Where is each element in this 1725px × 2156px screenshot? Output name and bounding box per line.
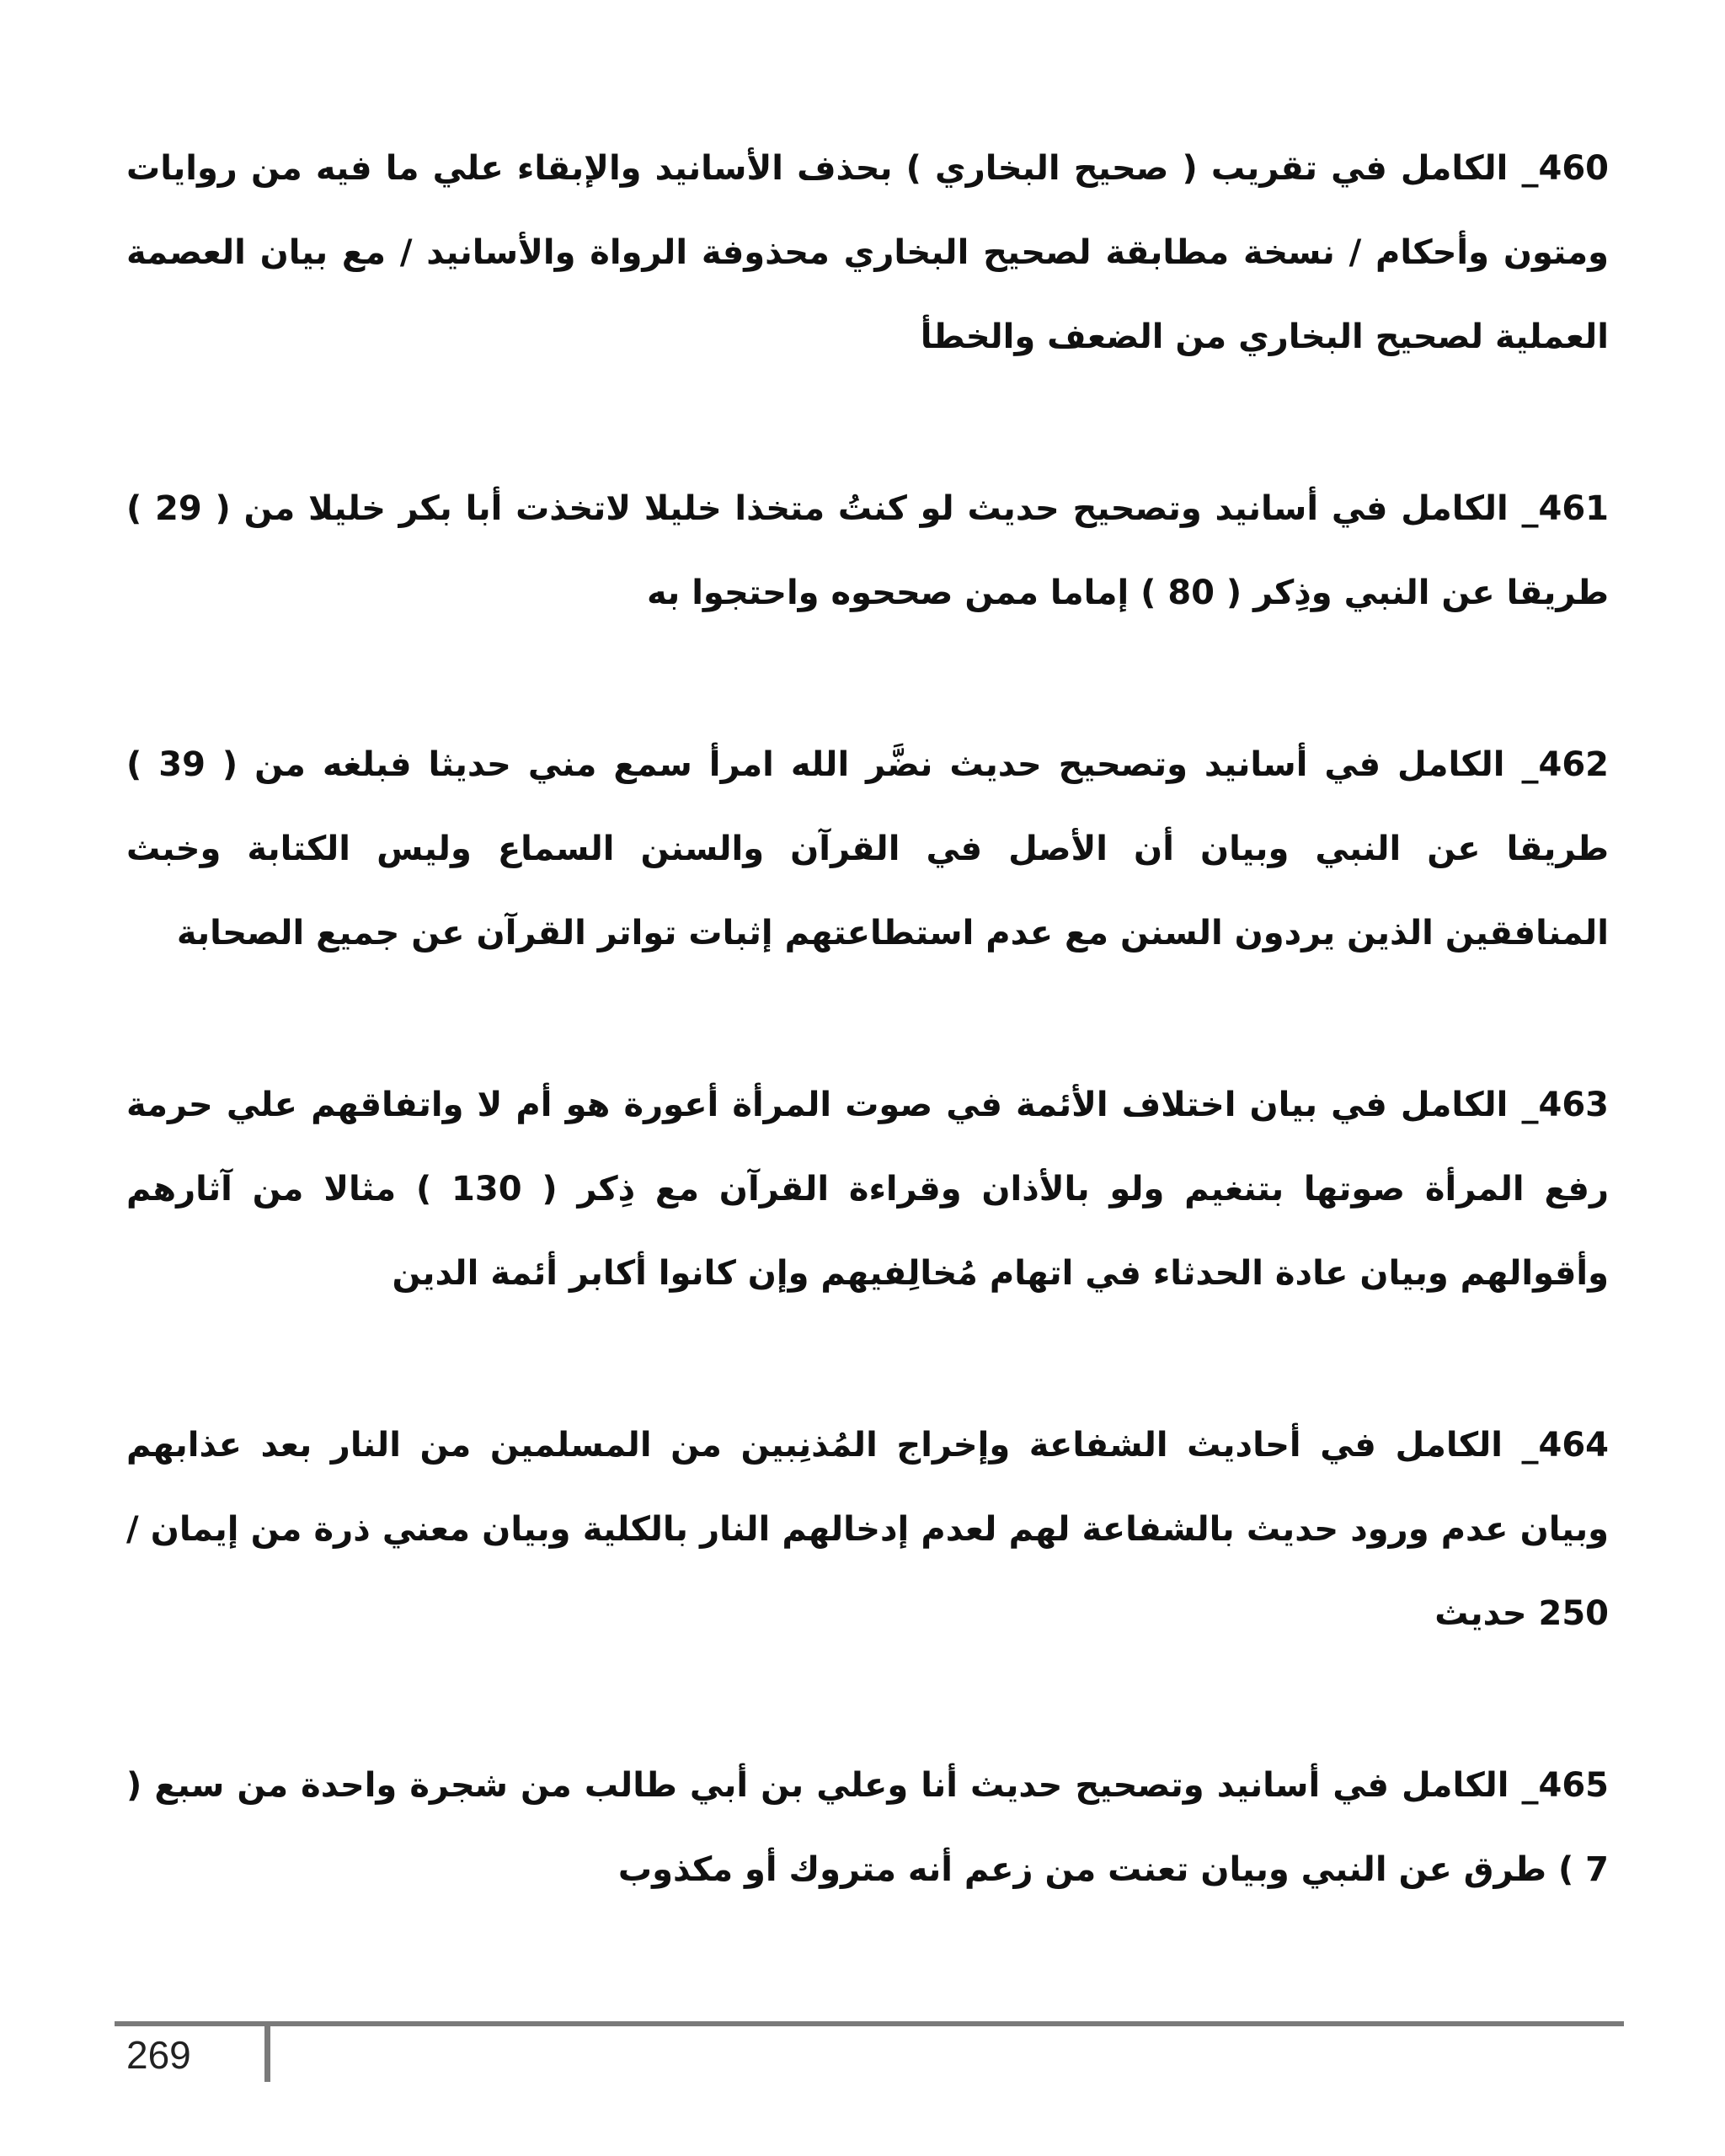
entries-list	[126, 126, 1609, 1999]
footer-divider	[115, 2021, 1624, 2026]
entry-463: 463_ الكامل في بيان اختلاف الأئمة في صوت المرأة أعورة هو أم لا واتفاقهم علي حرمة رفع المرأة صوتها بتنغيم ولو بالأذان وقراءة القرآن مع ذِكر ( 130 ) مثالا من آثارهم وأقوالهم وبيان عادة الحدثاء في اتهام مُخالِفيهم وإن كانوا أكابر أئمة الدين	[126, 1086, 1609, 1293]
page-number: 269	[126, 2033, 191, 2077]
entry-461: 461_ الكامل في أسانيد وتصحيح حديث لو كنتُ متخذا خليلا لاتخذت أبا بكر خليلا من ( 29 ) طريقا عن النبي وذِكر ( 80 ) إماما ممن صححوه واحتجوا به	[126, 489, 1609, 612]
entry-465: 465_ الكامل في أسانيد وتصحيح حديث أنا وعلي بن أبي طالب من شجرة واحدة من سبع ( 7 ) طرق عن النبي وبيان تعنت من زعم أنه متروك أو مكذوب	[126, 1766, 1609, 1889]
entry-464: 464_ الكامل في أحاديث الشفاعة وإخراج المُذنِبين من المسلمين من النار بعد عذابهم وبيان عدم ورود حديث بالشفاعة لهم لعدم إدخالهم النار بالكلية وبيان معني ذرة من إيمان / 250 حديث	[126, 1426, 1609, 1633]
entry-460: 460_ الكامل في تقريب ( صحيح البخاري ) بحذف الأسانيد والإبقاء علي ما فيه من روايات ومتون وأحكام / نسخة مطابقة لصحيح البخاري محذوفة الرواة والأسانيد / مع بيان العصمة العملية لصحيح البخاري من الضعف والخطأ	[126, 149, 1609, 356]
entry-462: 462_ الكامل في أسانيد وتصحيح حديث نضَّر الله امرأ سمع مني حديثا فبلغه من ( 39 ) طريقا عن النبي وبيان أن الأصل في القرآن والسنن السماع وليس الكتابة وخبث المنافقين الذين يردون السنن مع عدم استطاعتهم إثبات تواتر القرآن عن جميع الصحابة	[126, 745, 1609, 953]
footer-tick-divider	[264, 2021, 270, 2082]
